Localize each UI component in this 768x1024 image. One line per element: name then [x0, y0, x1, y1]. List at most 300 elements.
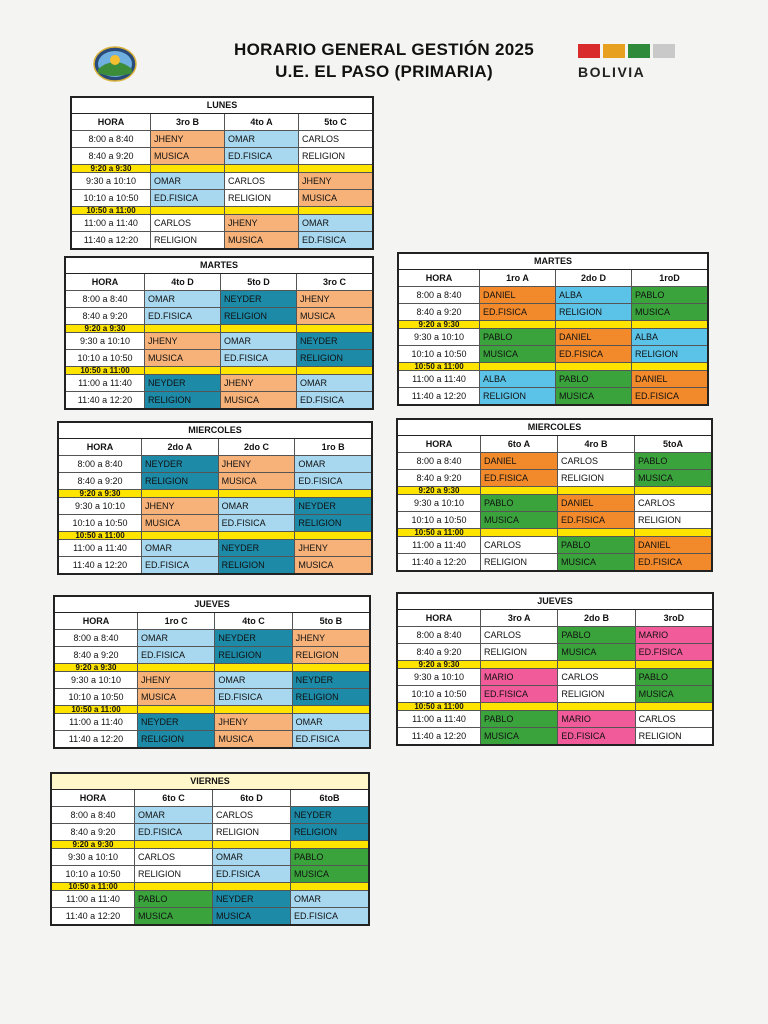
header-row — [399, 270, 707, 287]
table-row — [399, 346, 707, 363]
subject-cell: CARLOS — [212, 807, 290, 823]
subject-cell: MUSICA — [634, 470, 711, 486]
time-cell: 10:10 a 10:50 — [65, 869, 121, 879]
break-row — [52, 841, 368, 849]
subject-cell: RELIGION — [555, 304, 631, 320]
column-header: 4to D — [144, 274, 220, 290]
subject-cell: ED.FISICA — [220, 350, 296, 366]
subject-cell: ALBA — [555, 287, 631, 303]
subject-cell: PABLO — [555, 371, 631, 387]
subject-cell: RELIGION — [224, 190, 298, 206]
table-row — [55, 714, 369, 731]
subject-cell: PABLO — [480, 711, 557, 727]
subject-cell: MUSICA — [557, 644, 634, 660]
schedule-table-lunes — [70, 96, 374, 250]
page-title: HORARIO GENERAL GESTIÓN 2025 — [234, 40, 534, 59]
subject-cell: DANIEL — [479, 287, 555, 303]
table-row — [52, 908, 368, 924]
subject-cell: RELIGION — [214, 647, 291, 663]
break-cell — [479, 321, 555, 328]
subject-cell: ED.FISICA — [141, 557, 218, 573]
break-cell — [294, 532, 371, 539]
time-cell: 10:50 a 11:00 — [75, 532, 125, 539]
hora-header: HORA — [425, 273, 453, 283]
subject-cell: MUSICA — [296, 308, 372, 324]
time-cell: 10:10 a 10:50 — [77, 353, 133, 363]
subject-cell: ED.FISICA — [296, 392, 372, 408]
time-cell: 11:00 a 11:40 — [78, 378, 132, 388]
subject-cell: JHENY — [218, 456, 295, 472]
subject-cell: PABLO — [635, 669, 712, 685]
bolivia-logo-icon — [578, 44, 678, 78]
time-cell: 11:00 a 11:40 — [412, 374, 466, 384]
column-header: 5to C — [298, 114, 372, 130]
header-row — [59, 439, 371, 456]
subject-cell: ALBA — [479, 371, 555, 387]
break-cell — [555, 363, 631, 370]
time-cell: 9:20 a 9:30 — [418, 661, 460, 668]
time-cell: 10:10 a 10:50 — [68, 692, 124, 702]
subject-cell: MUSICA — [298, 190, 372, 206]
subject-cell: ED.FISICA — [150, 190, 224, 206]
hora-header: HORA — [86, 442, 114, 452]
break-cell — [134, 883, 212, 890]
break-cell — [296, 325, 372, 332]
column-header: 2do D — [555, 270, 631, 286]
subject-cell: OMAR — [224, 131, 298, 147]
break-row — [398, 487, 711, 495]
subject-cell: PABLO — [479, 329, 555, 345]
table-row — [398, 644, 712, 661]
time-cell: 8:00 a 8:40 — [70, 810, 116, 820]
subject-cell: MUSICA — [557, 554, 634, 570]
subject-cell: MUSICA — [150, 148, 224, 164]
table-row — [59, 515, 371, 532]
subject-cell: JHENY — [144, 333, 220, 349]
time-cell: 8:40 a 9:20 — [77, 476, 123, 486]
table-row — [66, 333, 372, 350]
subject-cell: NEYDER — [218, 540, 295, 556]
break-cell — [298, 207, 372, 214]
time-cell: 11:00 a 11:40 — [66, 894, 120, 904]
subject-cell: NEYDER — [214, 630, 291, 646]
column-header: 4ro B — [557, 436, 634, 452]
table-row — [66, 291, 372, 308]
subject-cell: NEYDER — [220, 291, 296, 307]
subject-cell: NEYDER — [292, 672, 369, 688]
time-cell: 11:00 a 11:40 — [412, 714, 466, 724]
subject-cell: NEYDER — [290, 807, 368, 823]
table-row — [55, 647, 369, 664]
subject-cell: OMAR — [298, 215, 372, 231]
subject-cell: RELIGION — [292, 647, 369, 663]
header-row — [52, 790, 368, 807]
time-cell: 10:50 a 11:00 — [414, 703, 464, 710]
time-cell: 11:40 a 12:20 — [77, 395, 133, 405]
subject-cell: ED.FISICA — [218, 515, 295, 531]
subject-cell: JHENY — [224, 215, 298, 231]
table-row — [398, 669, 712, 686]
break-cell — [137, 664, 214, 671]
break-cell — [480, 529, 557, 536]
table-row — [52, 807, 368, 824]
break-cell — [555, 321, 631, 328]
break-cell — [134, 841, 212, 848]
column-header: 5toA — [634, 436, 711, 452]
time-cell: 8:00 a 8:40 — [88, 134, 134, 144]
break-row — [66, 367, 372, 375]
subject-cell: MUSICA — [220, 392, 296, 408]
time-cell: 10:50 a 11:00 — [414, 363, 464, 370]
day-title: MARTES — [66, 258, 372, 274]
time-cell: 8:40 a 9:20 — [82, 311, 128, 321]
table-row — [398, 711, 712, 728]
break-cell — [224, 165, 298, 172]
subject-cell: JHENY — [298, 173, 372, 189]
subject-cell: ED.FISICA — [298, 232, 372, 248]
break-row — [398, 703, 712, 711]
time-cell: 8:40 a 9:20 — [70, 827, 116, 837]
subject-cell: DANIEL — [480, 453, 557, 469]
time-cell: 8:00 a 8:40 — [416, 456, 462, 466]
break-cell — [224, 207, 298, 214]
table-row — [59, 498, 371, 515]
table-row — [59, 473, 371, 490]
time-cell: 11:00 a 11:40 — [69, 717, 123, 727]
subject-cell: ED.FISICA — [137, 647, 214, 663]
subject-cell: MUSICA — [134, 908, 212, 924]
subject-cell: RELIGION — [144, 392, 220, 408]
table-row — [55, 731, 369, 747]
subject-cell: MUSICA — [480, 512, 557, 528]
time-cell: 9:20 a 9:30 — [418, 321, 460, 328]
subject-cell: ED.FISICA — [557, 512, 634, 528]
subject-cell: OMAR — [296, 375, 372, 391]
column-header: 5to B — [292, 613, 369, 629]
subject-cell: CARLOS — [557, 669, 634, 685]
break-row — [399, 321, 707, 329]
schedule-table-martes-2 — [397, 252, 709, 406]
subject-cell: NEYDER — [294, 498, 371, 514]
time-cell: 11:40 a 12:20 — [72, 560, 128, 570]
time-cell: 8:40 a 9:20 — [416, 647, 462, 657]
break-cell — [294, 490, 371, 497]
subject-cell: MARIO — [557, 711, 634, 727]
subject-cell: ED.FISICA — [631, 388, 707, 404]
table-row — [52, 849, 368, 866]
subject-cell: PABLO — [631, 287, 707, 303]
day-title: JUEVES — [398, 594, 712, 610]
hora-header: HORA — [425, 613, 453, 623]
subject-cell: OMAR — [144, 291, 220, 307]
time-cell: 9:20 a 9:30 — [90, 165, 132, 172]
subject-cell: OMAR — [134, 807, 212, 823]
time-cell: 11:40 a 12:20 — [68, 734, 124, 744]
table-row — [72, 215, 372, 232]
break-cell — [480, 703, 557, 710]
subject-cell: ED.FISICA — [555, 346, 631, 362]
column-header: 6to C — [134, 790, 212, 806]
subject-cell: RELIGION — [480, 644, 557, 660]
time-cell: 8:00 a 8:40 — [73, 633, 119, 643]
break-cell — [296, 367, 372, 374]
time-cell: 8:40 a 9:20 — [416, 307, 462, 317]
hora-header: HORA — [91, 277, 119, 287]
subject-cell: MUSICA — [290, 866, 368, 882]
subject-cell: OMAR — [212, 849, 290, 865]
schedule-table-jueves-2 — [396, 592, 714, 746]
table-row — [59, 540, 371, 557]
column-header: 3ro B — [150, 114, 224, 130]
subject-cell: NEYDER — [296, 333, 372, 349]
break-cell — [634, 487, 711, 494]
subject-cell: MARIO — [480, 669, 557, 685]
time-cell: 9:30 a 10:10 — [85, 176, 137, 186]
break-cell — [212, 883, 290, 890]
time-cell: 9:30 a 10:10 — [70, 675, 122, 685]
subject-cell: ED.FISICA — [212, 866, 290, 882]
subject-cell: OMAR — [292, 714, 369, 730]
subject-cell: ED.FISICA — [292, 731, 369, 747]
break-cell — [144, 367, 220, 374]
time-cell: 11:00 a 11:40 — [84, 218, 138, 228]
day-title: MARTES — [399, 254, 707, 270]
break-cell — [480, 487, 557, 494]
subject-cell: OMAR — [290, 891, 368, 907]
hora-header: HORA — [82, 616, 110, 626]
break-cell — [635, 661, 712, 668]
day-title: LUNES — [72, 98, 372, 114]
break-cell — [141, 532, 218, 539]
subject-cell: MUSICA — [214, 731, 291, 747]
break-cell — [557, 661, 634, 668]
subject-cell: JHENY — [294, 540, 371, 556]
table-row — [398, 686, 712, 703]
break-row — [55, 664, 369, 672]
break-cell — [635, 703, 712, 710]
day-title: VIERNES — [52, 774, 368, 790]
column-header: 2do B — [557, 610, 634, 626]
subject-cell: ED.FISICA — [214, 689, 291, 705]
table-row — [398, 554, 711, 570]
subject-cell: RELIGION — [290, 824, 368, 840]
subject-cell: CARLOS — [298, 131, 372, 147]
break-cell — [479, 363, 555, 370]
subject-cell: ED.FISICA — [224, 148, 298, 164]
school-logo-icon — [92, 45, 138, 83]
table-row — [399, 371, 707, 388]
column-header: 1ro B — [294, 439, 371, 455]
time-cell: 9:20 a 9:30 — [79, 490, 121, 497]
column-header: 3roD — [635, 610, 712, 626]
column-header: 6to D — [212, 790, 290, 806]
subject-cell: RELIGION — [212, 824, 290, 840]
subject-cell: OMAR — [218, 498, 295, 514]
subject-cell: CARLOS — [480, 537, 557, 553]
subject-cell: MUSICA — [631, 304, 707, 320]
table-row — [55, 672, 369, 689]
time-cell: 9:20 a 9:30 — [418, 487, 460, 494]
column-header: 6toB — [290, 790, 368, 806]
subject-cell: RELIGION — [480, 554, 557, 570]
break-cell — [150, 207, 224, 214]
hora-header: HORA — [425, 439, 453, 449]
subject-cell: OMAR — [150, 173, 224, 189]
break-cell — [634, 529, 711, 536]
table-row — [59, 557, 371, 573]
subject-cell: PABLO — [134, 891, 212, 907]
table-row — [66, 350, 372, 367]
break-cell — [214, 706, 291, 713]
subject-cell: NEYDER — [141, 456, 218, 472]
time-cell: 10:10 a 10:50 — [411, 349, 467, 359]
subject-cell: RELIGION — [557, 470, 634, 486]
page-subtitle: U.E. EL PASO (PRIMARIA) — [275, 62, 493, 81]
subject-cell: JHENY — [292, 630, 369, 646]
column-header: 5to D — [220, 274, 296, 290]
day-title: MIERCOLES — [59, 423, 371, 439]
table-row — [55, 689, 369, 706]
subject-cell: OMAR — [294, 456, 371, 472]
table-row — [52, 866, 368, 883]
time-cell: 9:30 a 10:10 — [67, 852, 119, 862]
subject-cell: ED.FISICA — [144, 308, 220, 324]
column-header: 1ro C — [137, 613, 214, 629]
break-cell — [218, 532, 295, 539]
table-row — [52, 824, 368, 841]
break-cell — [214, 664, 291, 671]
header-row — [66, 274, 372, 291]
subject-cell: PABLO — [557, 627, 634, 643]
time-cell: 11:40 a 12:20 — [411, 391, 467, 401]
header-row — [398, 436, 711, 453]
break-row — [72, 165, 372, 173]
subject-cell: ED.FISICA — [634, 554, 711, 570]
schedule-table-miercoles-2 — [396, 418, 713, 572]
column-header: 3ro C — [296, 274, 372, 290]
table-row — [52, 891, 368, 908]
subject-cell: MUSICA — [224, 232, 298, 248]
time-cell: 9:30 a 10:10 — [79, 336, 131, 346]
table-row — [66, 392, 372, 408]
column-header: 4to A — [224, 114, 298, 130]
subject-cell: MUSICA — [141, 515, 218, 531]
subject-cell: RELIGION — [634, 512, 711, 528]
time-cell: 10:50 a 11:00 — [86, 207, 136, 214]
subject-cell: MUSICA — [555, 388, 631, 404]
break-cell — [220, 367, 296, 374]
header-row — [55, 613, 369, 630]
subject-cell: CARLOS — [634, 495, 711, 511]
table-row — [398, 627, 712, 644]
break-cell — [480, 661, 557, 668]
subject-cell: RELIGION — [292, 689, 369, 705]
break-row — [52, 883, 368, 891]
subject-cell: RELIGION — [220, 308, 296, 324]
subject-cell: MARIO — [635, 627, 712, 643]
subject-cell: RELIGION — [479, 388, 555, 404]
schedule-table-jueves-1 — [53, 595, 371, 749]
subject-cell: RELIGION — [631, 346, 707, 362]
break-cell — [290, 841, 368, 848]
subject-cell: JHENY — [214, 714, 291, 730]
time-cell: 11:00 a 11:40 — [412, 540, 466, 550]
break-cell — [631, 363, 707, 370]
column-header: 6to A — [480, 436, 557, 452]
subject-cell: RELIGION — [134, 866, 212, 882]
table-row — [72, 190, 372, 207]
subject-cell: MUSICA — [212, 908, 290, 924]
break-cell — [298, 165, 372, 172]
table-row — [55, 630, 369, 647]
subject-cell: ED.FISICA — [479, 304, 555, 320]
subject-cell: CARLOS — [635, 711, 712, 727]
break-row — [399, 363, 707, 371]
break-cell — [292, 664, 369, 671]
table-row — [66, 375, 372, 392]
break-cell — [141, 490, 218, 497]
table-row — [72, 232, 372, 248]
subject-cell: MUSICA — [635, 686, 712, 702]
subject-cell: PABLO — [290, 849, 368, 865]
time-cell: 9:20 a 9:30 — [72, 841, 114, 848]
subject-cell: ED.FISICA — [134, 824, 212, 840]
day-title: JUEVES — [55, 597, 369, 613]
break-row — [398, 529, 711, 537]
table-row — [398, 512, 711, 529]
time-cell: 9:20 a 9:30 — [84, 325, 126, 332]
bolivia-word: BOLIVIA — [578, 64, 646, 80]
subject-cell: OMAR — [141, 540, 218, 556]
subject-cell: MUSICA — [137, 689, 214, 705]
subject-cell: RELIGION — [294, 515, 371, 531]
subject-cell: RELIGION — [557, 686, 634, 702]
break-row — [398, 661, 712, 669]
subject-cell: MUSICA — [218, 473, 295, 489]
break-row — [55, 706, 369, 714]
subject-cell: CARLOS — [134, 849, 212, 865]
time-cell: 11:40 a 12:20 — [65, 911, 121, 921]
time-cell: 10:50 a 11:00 — [68, 883, 118, 890]
break-cell — [557, 487, 634, 494]
subject-cell: ED.FISICA — [480, 470, 557, 486]
time-cell: 10:10 a 10:50 — [83, 193, 139, 203]
column-header: 3ro A — [480, 610, 557, 626]
time-cell: 9:30 a 10:10 — [74, 501, 126, 511]
schedule-table-viernes — [50, 772, 370, 926]
subject-cell: ED.FISICA — [635, 644, 712, 660]
break-row — [59, 532, 371, 540]
subject-cell: DANIEL — [634, 537, 711, 553]
subject-cell: RELIGION — [150, 232, 224, 248]
time-cell: 8:40 a 9:20 — [416, 473, 462, 483]
time-cell: 10:50 a 11:00 — [80, 367, 130, 374]
subject-cell: ED.FISICA — [557, 728, 634, 744]
subject-cell: NEYDER — [144, 375, 220, 391]
table-row — [72, 173, 372, 190]
break-cell — [212, 841, 290, 848]
table-row — [59, 456, 371, 473]
time-cell: 8:40 a 9:20 — [73, 650, 119, 660]
table-row — [72, 148, 372, 165]
subject-cell: DANIEL — [557, 495, 634, 511]
time-cell: 11:40 a 12:20 — [83, 235, 139, 245]
break-cell — [144, 325, 220, 332]
subject-cell: CARLOS — [224, 173, 298, 189]
table-row — [398, 453, 711, 470]
table-row — [399, 388, 707, 404]
hora-header: HORA — [97, 117, 125, 127]
